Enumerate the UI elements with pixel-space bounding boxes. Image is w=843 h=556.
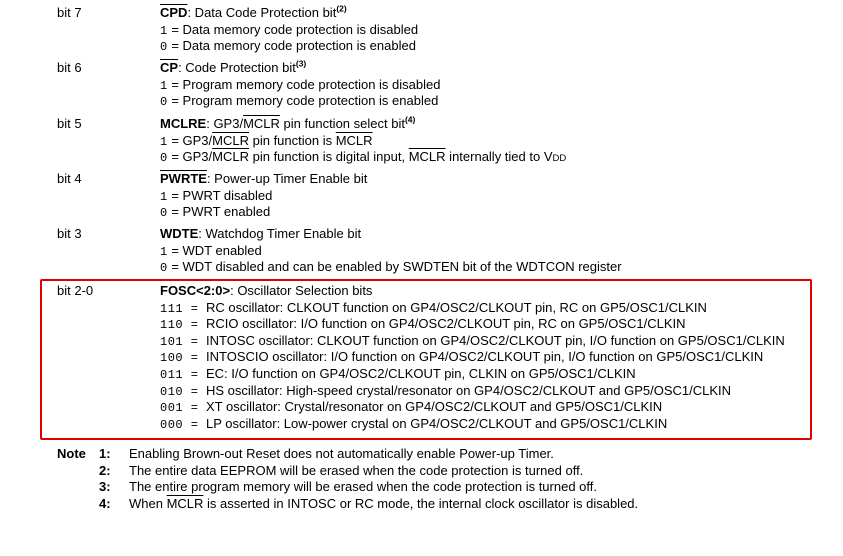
option-code: 0 — [160, 40, 168, 55]
option-text: = Data memory code protection is enabled — [167, 38, 416, 54]
option-code: 1 — [160, 244, 168, 259]
option-text: pin function is digital input, — [249, 149, 409, 165]
option-text: = GP3/ — [167, 149, 213, 165]
bit-abbr: PWRTE — [160, 171, 207, 186]
option-code: 0 — [160, 261, 168, 276]
footnote-ref: (2) — [336, 3, 347, 14]
bit-title-text: pin function select bit — [279, 116, 405, 131]
note-number: 3: — [99, 479, 111, 495]
bit-description — [160, 226, 622, 276]
bit-description — [160, 171, 367, 221]
bit-abbr: WDTE — [160, 226, 199, 241]
option-text: RCIO oscillator: I/O function on GP4/OSC2/CLKOUT pin, RC on GP5/OSC1/CLKIN — [206, 316, 686, 332]
bit-description — [160, 60, 440, 110]
note-heading: Note — [57, 446, 86, 461]
fosc-option — [160, 365, 636, 383]
note-text: The entire program memory will be erased when the code protection is turned off. — [129, 479, 597, 495]
option-text: RC oscillator: CLKOUT function on GP4/OSC2/CLKOUT pin, RC on GP5/OSC1/CLKIN — [206, 299, 707, 315]
bit-label: bit 6 — [57, 60, 82, 75]
fosc-option — [160, 332, 785, 350]
mclr-overline-text: MCLR — [335, 132, 373, 148]
mclr-overline-text: MCLR — [408, 149, 446, 165]
option-code: 111 = — [160, 301, 199, 316]
note-text: Enabling Brown-out Reset does not automatically enable Power-up Timer. — [129, 446, 554, 461]
option-code: 110 = — [160, 318, 199, 333]
bit-abbr: $\overline{CPD}$ — [160, 5, 188, 20]
option-code: 001 = — [160, 401, 199, 416]
fosc-option — [160, 399, 663, 416]
option-text: = WDT disabled and can be enabled by SWDTEN bit of the WDTCON register — [167, 259, 622, 275]
bit-option — [160, 77, 440, 94]
bit-title-text: : GP3/ — [206, 116, 244, 131]
fosc-option — [160, 316, 686, 333]
option-text: INTOSCIO oscillator: I/O function on GP4/OSC2/CLKOUT pin, I/O function on GP5/OSC1/CLKIN — [206, 349, 764, 365]
vdd-subscript: DD — [552, 153, 567, 165]
mclr-overline-text: MCLR — [212, 149, 249, 165]
mclr-overline-text: MCLR — [243, 116, 280, 131]
fosc-option — [160, 299, 707, 317]
bit-abbr: MCLRE — [160, 116, 207, 131]
bit-label: bit 2-0 — [57, 283, 94, 298]
bit-option — [160, 22, 418, 39]
bit-title — [160, 5, 418, 22]
bit-title-text: : Data Code Protection bit — [187, 5, 337, 20]
option-text: = Program memory code protection is disabled — [167, 76, 441, 92]
option-text: = GP3/ — [167, 132, 213, 148]
bit-description — [160, 116, 566, 166]
option-code: 1 — [160, 78, 168, 93]
bit-option — [160, 188, 367, 205]
option-text: internally tied to V — [445, 149, 553, 165]
fosc-option — [160, 415, 668, 433]
option-text: HS oscillator: High-speed crystal/resonator on GP4/OSC2/CLKOUT and GP5/OSC1/CLKIN — [206, 382, 732, 398]
option-code: 0 — [160, 151, 168, 166]
footnote-ref: (3) — [295, 58, 307, 69]
option-code: 000 = — [160, 417, 199, 432]
note-number: 2: — [99, 462, 111, 478]
bit-label: bit 3 — [57, 226, 82, 241]
note-text — [129, 496, 638, 513]
bit-option — [160, 93, 440, 110]
bit-title — [160, 226, 622, 243]
option-text: INTOSC oscillator: CLKOUT function on GP4/OSC2/CLKOUT pin, I/O function on GP5/OSC1/CLKIN — [206, 332, 785, 348]
bit-option — [160, 133, 566, 150]
option-code: 101 = — [160, 334, 199, 349]
option-text: = Program memory code protection is enabled — [167, 93, 439, 109]
bit-option — [160, 243, 622, 260]
option-code: 1 — [160, 134, 168, 149]
option-text: = Data memory code protection is disabled — [167, 21, 419, 37]
bit-option — [160, 38, 418, 55]
bit-label: bit 4 — [57, 171, 82, 186]
fosc-option — [160, 382, 732, 400]
option-code: 0 — [160, 95, 168, 110]
option-code: 0 — [160, 206, 168, 221]
bit-abbr: FOSC<2:0> — [160, 283, 231, 298]
bit-title — [160, 60, 440, 77]
option-text: = PWRT enabled — [167, 204, 271, 220]
note-number: 4: — [99, 495, 111, 511]
bit-title-text: : Watchdog Timer Enable bit — [198, 226, 362, 241]
bit-label: bit 5 — [57, 116, 82, 131]
option-code: 011 = — [160, 367, 199, 382]
option-text: = WDT enabled — [167, 242, 262, 258]
bit-title — [160, 116, 566, 133]
mclr-overline-text: MCLR — [166, 495, 204, 511]
option-code: 1 — [160, 189, 168, 204]
option-text: EC: I/O function on GP4/OSC2/CLKOUT pin, CLKIN on GP5/OSC1/CLKIN — [206, 365, 636, 381]
fosc-option — [160, 349, 764, 366]
option-text: LP oscillator: Low-power crystal on GP4/OSC2/CLKOUT and GP5/OSC1/CLKIN — [206, 415, 668, 431]
bit-title-text: : Power-up Timer Enable bit — [206, 171, 368, 186]
bit-option — [160, 204, 367, 221]
mclr-overline-text: MCLR — [212, 132, 249, 148]
footnote-ref: (4) — [404, 114, 416, 125]
bit-title-text: : Oscillator Selection bits — [230, 283, 373, 298]
bit-description — [160, 5, 418, 55]
bit-title-text: : Code Protection bit — [178, 60, 296, 75]
note-text-part: When — [129, 495, 167, 511]
bit-option — [160, 149, 566, 166]
option-code: 1 — [160, 23, 168, 38]
option-code: 010 = — [160, 384, 199, 399]
option-code: 100 = — [160, 351, 199, 366]
bit-abbr: $\overline{CP}$ — [160, 60, 179, 75]
option-text: XT oscillator: Crystal/resonator on GP4/OSC2/CLKOUT and GP5/OSC1/CLKIN — [206, 399, 663, 415]
bit-title — [160, 171, 367, 188]
option-text: = PWRT disabled — [167, 187, 273, 203]
bit-title — [160, 283, 372, 300]
option-text: pin function is — [249, 132, 336, 148]
note-text-part: is asserted in INTOSC or RC mode, the internal clock oscillator is disabled. — [203, 495, 639, 511]
bit-description — [160, 283, 785, 432]
note-text: The entire data EEPROM will be erased when the code protection is turned off. — [129, 462, 584, 478]
bit-label: bit 7 — [57, 5, 82, 20]
note-number: 1: — [99, 446, 111, 461]
bit-option — [160, 259, 622, 276]
